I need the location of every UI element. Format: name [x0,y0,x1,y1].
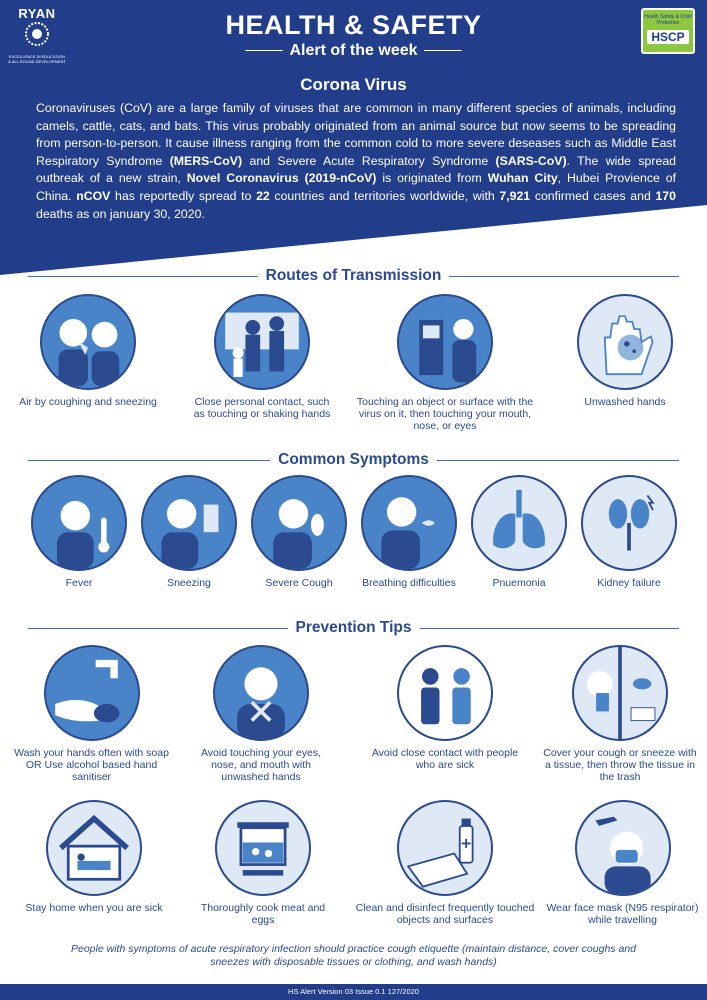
prevention-item [14,645,169,783]
cough-icon [251,475,347,571]
topic-title: Corona Virus [300,75,407,94]
face-mask-icon [575,800,671,896]
prevention-label: Stay home when you are sick [25,902,163,914]
symptom-item [244,475,354,589]
cooking-pot-icon [215,800,311,896]
route-item [560,294,690,408]
symptom-label: Breathing difficulties [362,577,456,589]
breathing-icon [361,475,457,571]
prevention-label: Wash your hands often with soap OR Use alcohol based hand sanitiser [14,747,169,783]
prevention-item [370,645,520,771]
prevention-item [545,800,700,926]
footnote: People with symptoms of acute respiratory infection should practice cough etiquette (maintain distance, cover coughs and sneezes with disposable tissues or clothing, and wash hands) [71,943,636,968]
badge-ring-text: Health Safety & Child Protection [644,14,692,26]
stay-home-icon [46,800,142,896]
prevention-item [540,645,700,783]
handshake-icon [214,294,310,390]
symptom-label: Pnuemonia [492,577,546,589]
org-tagline: EXCELLENCE IN EDUCATION & ALL ROUND DEVELOPMENT [8,54,66,64]
prevention-item [196,645,326,783]
prevention-item [190,800,336,926]
prevention-label: Clean and disinfect frequently touched objects and surfaces [355,902,535,926]
tissue-icon [572,645,668,741]
route-label: Close personal contact, such as touching or shaking hands [193,396,331,420]
lungs-icon [471,475,567,571]
symptom-item [464,475,574,589]
no-face-touch-icon [213,645,309,741]
sneezing-people-icon [40,294,136,390]
prevention-item [355,800,535,926]
route-item [18,294,158,408]
disinfect-icon [397,800,493,896]
footer: HS Alert Version 03 Issue 0.1 127/2020 [0,984,707,1000]
fever-icon [31,475,127,571]
atm-touch-icon [397,294,493,390]
distance-icon [397,645,493,741]
hscp-badge [641,8,695,54]
subtitle-text: Alert of the week [289,42,418,59]
route-label: Unwashed hands [584,396,666,408]
routes-heading: Routes of Transmission [28,267,679,285]
org-name: RYAN [18,6,56,21]
badge-text: HSCP [647,30,689,44]
route-item [355,294,535,432]
prevention-label: Avoid touching your eyes, nose, and mouth with unwashed hands [200,747,322,783]
prevention-label: Cover your cough or sneeze with a tissue, then throw the tissue in the trash [543,747,697,783]
page-subtitle [0,42,707,60]
intro-paragraph: Coronaviruses (CoV) are a large family of viruses that are common in many different species of animals, including camels, cattle, cats, and bats. This virus probably originated from an animal source but now seems to be spreading from person-to-person. It cause illness ranging from the common cold to more severe deseases such as Middle East Respiratory Syndrome (MERS-CoV) and Severe Acute Respiratory Syndrome (SARS-CoV). The wide spread outbreak of a new strain, Novel Coronavirus (2019-nCoV) is originated from Wuhan City, Hubei Provience of China. nCOV has reportedly spread to 22 countries and territories worldwide, with 7,921 confirmed cases and 170 deaths as on january 30, 2020. [36,101,677,221]
symptom-label: Severe Cough [265,577,333,589]
prevention-item [14,800,174,914]
germ-hand-icon [577,294,673,390]
symptoms-heading: Common Symptoms [28,451,679,469]
hand-wash-icon [44,645,140,741]
symptom-label: Kidney failure [597,577,661,589]
symptom-item [574,475,684,589]
prevention-heading: Prevention Tips [28,619,679,637]
symptom-label: Fever [65,577,93,589]
sneezing-icon [141,475,237,571]
route-label: Air by coughing and sneezing [19,396,157,408]
symptom-item [24,475,134,589]
prevention-label: Wear face mask (N95 respirator) while travelling [546,902,699,926]
symptom-label: Sneezing [167,577,211,589]
symptom-item [354,475,464,589]
symptom-item [134,475,244,589]
prevention-label: Avoid close contact with people who are sick [371,747,519,771]
route-item [192,294,332,420]
kidney-icon [581,475,677,571]
prevention-label: Thoroughly cook meat and eggs [200,902,326,926]
page-title: HEALTH & SAFETY [225,10,482,40]
route-label: Touching an object or surface with the virus on it, then touching your mouth, nose, or eyes [356,396,534,432]
